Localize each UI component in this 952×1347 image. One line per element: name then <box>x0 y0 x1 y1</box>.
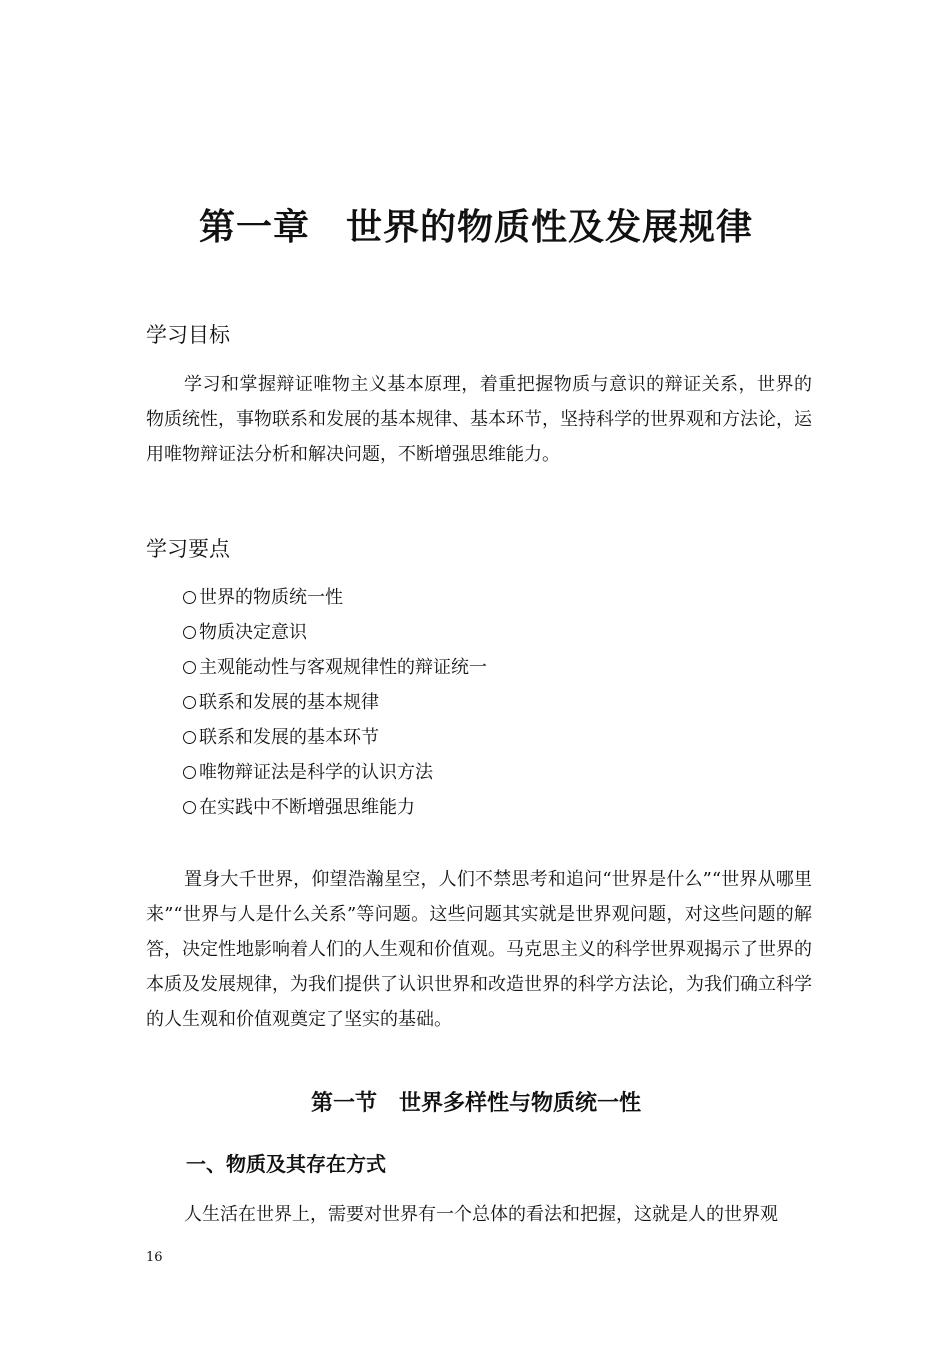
chapter-number: 第一章 <box>198 206 310 248</box>
list-item-label: 物质决定意识 <box>199 622 307 643</box>
list-item <box>183 580 487 615</box>
circle-bullet-icon <box>183 591 196 604</box>
section-name: 世界多样性与物质统一性 <box>399 1090 642 1116</box>
list-item-label: 世界的物质统一性 <box>199 587 343 608</box>
intro-paragraph: 置身大千世界，仰望浩瀚星空，人们不禁思考和追问“世界是什么”“世界从哪里来”“世界与人是什么关系”等问题。这些问题其实就是世界观问题，对这些问题的解答，决定性地影响着人们的人生观和价值观。马克思主义的科学世界观揭示了世界的本质及发展规律，为我们提供了认识世界和改造世界的科学方法论，为我们确立科学的人生观和价值观奠定了坚实的基础。 <box>146 869 812 1030</box>
body-paragraph: 人生活在世界上，需要对世界有一个总体的看法和把握，这就是人的世界观 <box>184 1204 778 1225</box>
list-item <box>183 615 487 650</box>
circle-bullet-icon <box>183 731 196 744</box>
list-item-label: 主观能动性与客观规律性的辩证统一 <box>199 657 487 678</box>
list-item-label: 联系和发展的基本环节 <box>199 727 379 748</box>
section-title <box>0 1086 952 1120</box>
circle-bullet-icon <box>183 696 196 709</box>
key-points-heading: 学习要点 <box>146 537 230 561</box>
list-item <box>183 650 487 685</box>
subsection-title: 一、物质及其存在方式 <box>186 1152 386 1176</box>
chapter-name: 世界的物质性及发展规律 <box>346 206 754 248</box>
circle-bullet-icon <box>183 626 196 639</box>
list-item-label: 在实践中不断增强思维能力 <box>199 797 415 818</box>
list-item <box>183 755 487 790</box>
page-number: 16 <box>146 1250 163 1265</box>
list-item <box>183 685 487 720</box>
chapter-title <box>0 203 952 251</box>
objectives-paragraph: 学习和掌握辩证唯物主义基本原理，着重把握物质与意识的辩证关系，世界的物质统性，事物联系和发展的基本规律、基本环节，坚持科学的世界观和方法论，运用唯物辩证法分析和解决问题，不断增强思维能力。 <box>146 374 812 465</box>
list-item-label: 联系和发展的基本规律 <box>199 692 379 713</box>
list-item <box>183 720 487 755</box>
circle-bullet-icon <box>183 766 196 779</box>
objectives-heading: 学习目标 <box>146 323 230 347</box>
list-item <box>183 790 487 825</box>
circle-bullet-icon <box>183 661 196 674</box>
section-number: 第一节 <box>310 1090 377 1116</box>
circle-bullet-icon <box>183 801 196 814</box>
key-points-list <box>183 580 487 825</box>
list-item-label: 唯物辩证法是科学的认识方法 <box>199 762 433 783</box>
